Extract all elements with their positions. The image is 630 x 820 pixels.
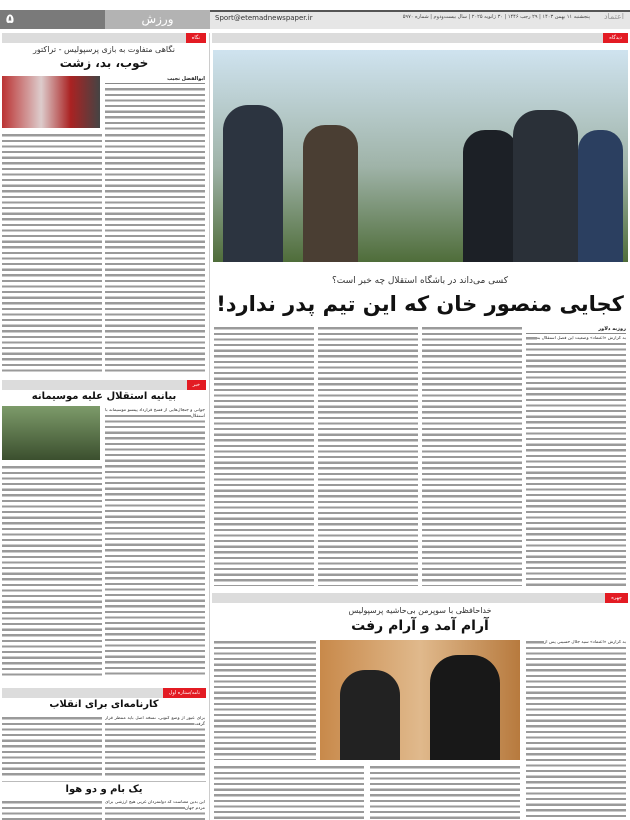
byline: ابوالفضل نجیب: [105, 76, 205, 84]
player-photo: [320, 640, 520, 760]
article-lead: به گزارش «اعتماد» سید جلال حسینی پس از: [544, 640, 626, 645]
date-line: پنجشنبه ۱۱ بهمن ۱۴۰۳ | ۲۹ رجب ۱۴۴۶ | ۳۰ ژانویه ۲۰۲۵ | سال بیست‌ودوم | شماره ۵۹۷۰: [402, 14, 590, 20]
article-headline[interactable]: خوب، بد، زشت: [59, 56, 149, 70]
article-lead: برای عبور از وضع کنونی، نسخه اصل باید منتظر قرار گرفت: [105, 716, 205, 727]
section-tag: چهره: [605, 593, 628, 603]
article-lead: این بدین معناست که دولتمردان غربی هیچ ارزشی برای مردم جهان: [105, 800, 205, 811]
coach-photo: [2, 406, 100, 460]
officials-photo: [213, 50, 628, 262]
section-bar: [2, 33, 206, 43]
article-kicker: خداحافظی با سوپرمن بی‌حاشیه پرسپولیس: [348, 606, 492, 615]
article-body: [422, 326, 522, 586]
section-email[interactable]: Sport@etemadnewspaper.ir: [215, 14, 313, 22]
article-headline[interactable]: آرام آمد و آرام رفت: [351, 618, 489, 634]
article-headline[interactable]: کارنامه‌ای برای انقلاب: [49, 699, 159, 710]
article-kicker: کسی می‌داند در باشگاه استقلال چه خبر است؟: [332, 276, 508, 286]
section-tag: دیدگاه: [603, 33, 628, 43]
article-body: [105, 800, 205, 820]
article-body: [370, 765, 520, 820]
article-headline[interactable]: کجایی منصور خان که این تیم پدر ندارد!: [216, 292, 624, 316]
article-body: [2, 465, 102, 678]
section-title: ورزش: [105, 10, 210, 29]
column-divider: [209, 33, 210, 820]
article-body: [105, 716, 205, 778]
section-bar: [2, 688, 206, 698]
page-number: ۵: [0, 10, 105, 29]
article-lead: به گزارش «اعتماد» وضعیت این فصل استقلال به: [536, 336, 626, 341]
article-body: [214, 765, 364, 820]
article-headline[interactable]: یک بام و دو هوا: [65, 784, 143, 795]
divider: [2, 781, 206, 782]
article-body: [318, 326, 418, 586]
article-body: [2, 800, 102, 820]
section-bar: [2, 380, 206, 390]
article-body: [105, 87, 205, 130]
section-tag: نامه/ستاره اول: [163, 688, 206, 698]
newspaper-logo: اعتماد: [603, 12, 624, 21]
section-bar: [212, 33, 628, 43]
article-kicker: نگاهی متفاوت به بازی پرسپولیس - تراکتور: [32, 45, 176, 54]
match-photo: [2, 76, 100, 128]
article-body: [2, 133, 102, 375]
article-body: [2, 716, 102, 778]
byline: روزبه دلاور: [526, 326, 626, 334]
section-tag: نگاه: [186, 33, 206, 43]
section-bar: [212, 593, 628, 603]
article-body: [105, 133, 205, 375]
article-body: [526, 336, 626, 586]
article-headline[interactable]: بیانیه استقلال علیه موسیمانه: [31, 391, 177, 402]
article-body: [105, 408, 205, 678]
article-body: [526, 640, 626, 820]
article-lead: جوانی و جنجال‌هایی از فسخ قرارداد پیتسو موسیمانه با استقلال: [105, 408, 205, 419]
article-body: [214, 640, 316, 760]
section-tag: خبر: [187, 380, 206, 390]
article-body: [214, 326, 314, 586]
